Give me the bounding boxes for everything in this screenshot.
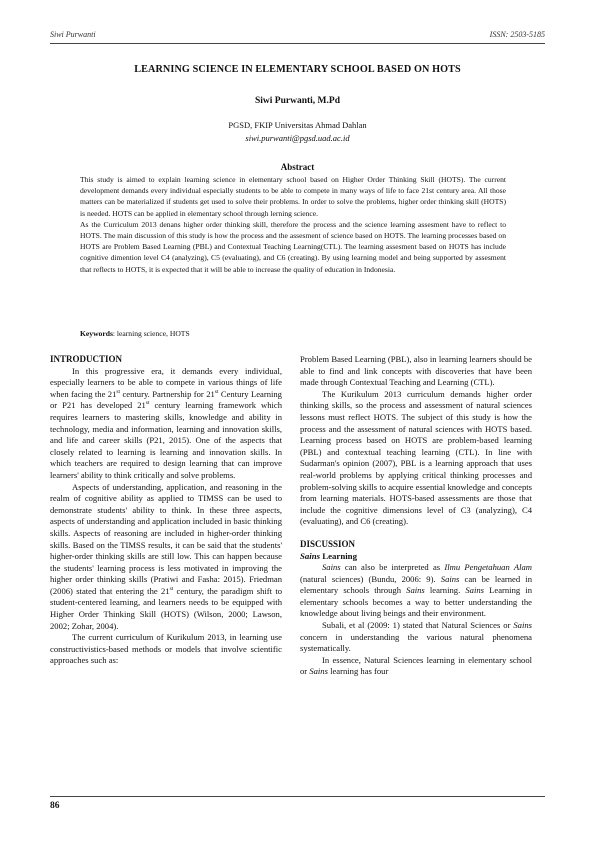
intro-paragraph-2: Aspects of understanding, application, and reasoning in the realm of cognitive ability as applied to TIMSS can be used to demonstrate students' ability to think. In these three aspects, aspects of understanding and application included in basic thinking skills. Aspects of reasoning are included in higher-order thinking skills. Based on the TIMSS results, it can be said that the students' higher-order thinking skills are still low. This can happen because the students' learning process is less motivated in improving the higher order thinking skills (Pratiwi and Fasha: 2015). Friedman (2006) stated that entering the 21st century, the paradigm shift to student-centered learning, and learners needs to be equipped with Higher Order Thinking Skill (HOTS) (Wilson, 2000; Lawson, 2002; Zohar, 2004). [50, 481, 282, 631]
running-header-issn: ISSN: 2503-5185 [489, 30, 545, 39]
affiliation: PGSD, FKIP Universitas Ahmad Dahlan [228, 120, 367, 130]
abstract-body [80, 174, 506, 275]
author-email: siwi.purwanti@pgsd.uad.ac.id [245, 133, 350, 143]
intro-paragraph-3: The current curriculum of Kurikulum 2013, in learning use constructivistics-based methods or models that involve scientific approaches such as: [50, 632, 282, 666]
keywords-text: : learning science, HOTS [112, 329, 190, 338]
abstract-paragraph-1: This study is aimed to explain learning science in elementary school based on Higher Order Thinking Skill (HOTS). The current development demands every individual especially students to be able to compete in many ways of life to face 21st century area. All those matters can be materialized if students get used to solve their problems. In order to solve the problems, higher order thinking skill (HOTS) is needed. HOTS can be applied in elementary school through lerning science. [80, 175, 506, 218]
discussion-paragraph-2: Subali, et al (2009: 1) stated that Natural Sciences or Sains concern in understanding the various natural phenomena systematically. [300, 620, 532, 654]
footer-rule [50, 796, 545, 797]
right-paragraph-1: Problem Based Learning (PBL), also in learning learners should be able to find and link concepts with discoveries that have been made through Contextual Teaching and Learning (CTL). [300, 354, 532, 388]
paper-title: LEARNING SCIENCE IN ELEMENTARY SCHOOL BASED ON HOTS [134, 64, 461, 75]
left-column [50, 354, 282, 667]
author-name: Siwi Purwanti, M.Pd [255, 96, 340, 106]
intro-paragraph-1: In this progressive era, it demands every individual, especially learners to be able to compete in various things of life when facing the 21st century. Partnership for 21st Century Learning or P21 has developed 21st century learning framework which requires learners to mastering skills, knowledge and ability in technology, media and information, learning and innovation skills, and life and career skills (P21, 2015). One of the aspects that closely related to learning is learning and innovation skills. In which teachers are required to design learning that can improve learners' ability to think critically and solve problems. [50, 365, 282, 480]
keywords [80, 329, 506, 338]
right-paragraph-2: The Kurikulum 2013 curriculum demands higher order thinking skills, so the process and assessment of natural sciences lessons must reflect HOTS. The subject of this study is how the process and the assessment of natural sciences with HOTS based. Learning process based on HOTS are problem-based learning (PBL) and contextual teaching learning (CTL). In line with Sudarman's opinion (2007), PBL is a learning approach that uses real-world problems by applying critical thinking processes and problem-solving skills to acquire essential knowledge and concepts from learning materials. HOTS-based assessments are those that include the cognitive dimensions level of C3 (analyzing), C4 (evaluating), and C6 (creating). [300, 388, 532, 527]
running-header-author: Siwi Purwanti [50, 30, 96, 39]
abstract-heading: Abstract [280, 162, 315, 172]
header-rule [50, 43, 545, 44]
subheading-sains-learning: Sains Learning [300, 550, 357, 561]
page-number: 86 [50, 801, 60, 811]
keywords-label: Keywords [80, 329, 113, 338]
discussion-paragraph-1: Sains can also be interpreted as Ilmu Pengetahuan Alam (natural sciences) (Bundu, 2006: 9). Sains can be learned in elementary schools through Sains learning. Sains Learning in elementary schools becomes a way to better understanding the knowledge about living beings and their environment. [300, 562, 532, 619]
discussion-heading: DISCUSSION [300, 538, 356, 549]
right-column [300, 354, 532, 678]
discussion-paragraph-3: In essence, Natural Sciences learning in elementary school or Sains learning has four [300, 654, 532, 677]
introduction-heading: INTRODUCTION [50, 354, 123, 364]
author-affiliation-block [50, 119, 545, 145]
abstract-paragraph-2: As the Curriculum 2013 denans higher order thinking skill, therefore the process and the science learning assesment have to reflect to HOTS. The main discussion of this study is how the process and the assesment of science based on HOTS. The learning processes based on HOTS are Problem Based Learning (PBL) and Contextual Teaching Learning(CTL). The learning assesment based on HOTS has include cognitive dimention level C4 (analyzing), C5 (evaluating), and C6 (creating). By using learning model and being supported by assesment that reflects to HOTS, it is expected that it will be able to increase the quality of education in Indonesia. [80, 219, 506, 274]
